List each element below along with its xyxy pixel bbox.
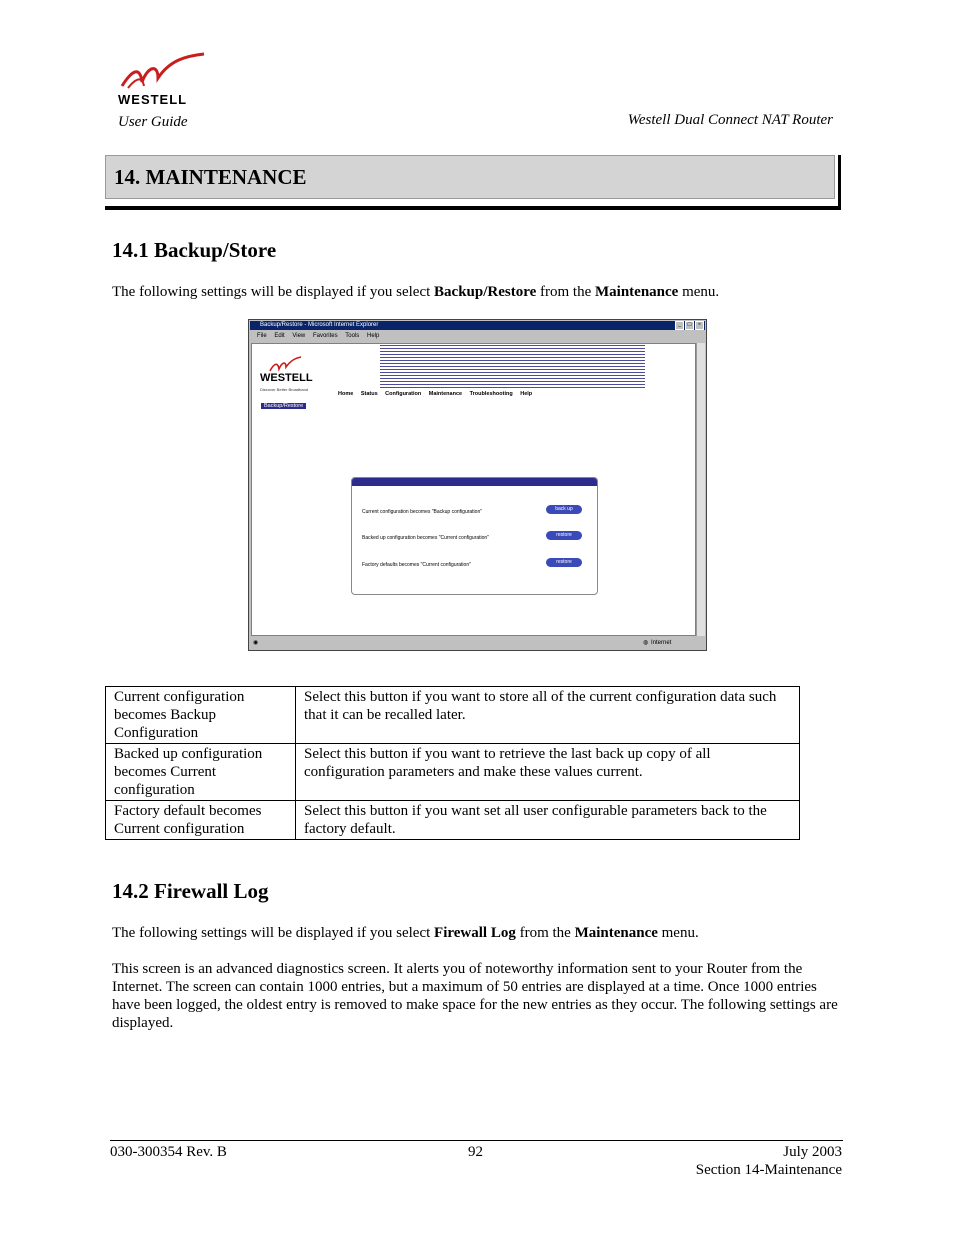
page-crumb: Backup/Restore — [261, 403, 306, 409]
row-label-restore: Backed up configuration becomes "Current configuration" — [362, 535, 489, 541]
minimize-icon[interactable]: _ — [675, 321, 684, 330]
footer-page-number: 92 — [468, 1144, 483, 1160]
row-label-backup: Current configuration becomes "Backup configuration" — [362, 509, 483, 515]
logo-text: WESTELL — [118, 92, 188, 107]
site-nav — [338, 391, 538, 397]
maximize-icon[interactable]: □ — [685, 321, 694, 330]
footer-date: July 2003 — [783, 1144, 842, 1160]
table-desc: Select this button if you want to retrieve the last back up copy of all configuration parameters and make these values current. — [296, 744, 800, 801]
table-term: Factory default becomes Current configuration — [106, 801, 296, 840]
settings-table — [105, 686, 800, 840]
nav-configuration[interactable]: Configuration — [385, 391, 422, 397]
table-row — [106, 744, 800, 801]
ie-page-icon: ◉ — [253, 640, 259, 646]
footer-section: Section 14-Maintenance — [695, 1162, 842, 1178]
menu-view[interactable]: View — [292, 333, 306, 339]
intro-menu-name: Maintenance — [595, 284, 679, 300]
browser-title: Backup/Restore - Microsoft Internet Explorer — [260, 322, 379, 328]
backup-restore-panel — [351, 477, 598, 595]
chapter-banner-shadow-bottom — [105, 206, 841, 210]
menu-edit[interactable]: Edit — [274, 333, 285, 339]
table-row — [106, 801, 800, 840]
westell-swoosh-icon — [118, 52, 208, 94]
intro-text: from the — [536, 284, 595, 300]
menu-help[interactable]: Help — [366, 333, 380, 339]
menu-file[interactable]: File — [257, 333, 267, 339]
section2-body: This screen is an advanced diagnostics screen. It alerts you of noteworthy information sent to your Router from the Internet. The screen can contain 1000 entries, but a maximum of 50 entries are displayed at a time. Once 1000 entries have been logged, the oldest entry is removed to make space for the new entries as they occur. The following settings are displayed. — [112, 961, 838, 1031]
table-row — [106, 687, 800, 744]
nav-home[interactable]: Home — [338, 391, 354, 397]
section-heading-firewall-log: 14.2 Firewall Log — [112, 879, 269, 903]
browser-scrollbar[interactable] — [696, 343, 705, 636]
header-stripes — [380, 345, 645, 389]
header-right: Westell Dual Connect NAT Router — [627, 112, 833, 128]
browser-screenshot — [248, 319, 707, 651]
intro-text: menu. — [678, 284, 720, 300]
intro-text: menu. — [657, 925, 699, 941]
footer-rule — [110, 1140, 843, 1141]
nav-troubleshooting[interactable]: Troubleshooting — [469, 391, 513, 397]
intro-menu-item: Firewall Log — [434, 925, 516, 941]
table-term: Current configuration becomes Backup Configuration — [106, 687, 296, 744]
browser-menu-bar — [251, 331, 704, 341]
close-icon[interactable]: × — [695, 321, 704, 330]
status-zone: Internet — [651, 640, 672, 646]
browser-title-bar — [250, 321, 705, 330]
menu-tools[interactable]: Tools — [345, 333, 360, 339]
site-tagline: Discover Better Broadband — [260, 387, 309, 392]
section2-intro — [112, 924, 842, 942]
restore-button[interactable]: restore — [546, 531, 582, 540]
intro-menu-item: Backup/Restore — [434, 284, 537, 300]
backup-button[interactable]: back up — [546, 505, 582, 514]
nav-maintenance[interactable]: Maintenance — [428, 391, 463, 397]
intro-text: The following settings will be displayed if you select — [112, 284, 435, 300]
nav-help[interactable]: Help — [520, 391, 533, 397]
section-heading-backup: 14.1 Backup/Store — [112, 238, 277, 262]
nav-status[interactable]: Status — [360, 391, 378, 397]
browser-status-bar — [251, 638, 704, 649]
menu-favorites[interactable]: Favorites — [312, 333, 338, 339]
table-term: Backed up configuration becomes Current configuration — [106, 744, 296, 801]
site-logo: WESTELL — [260, 372, 313, 384]
row-label-factory: Factory defaults becomes "Current configuration" — [362, 562, 471, 568]
intro-menu-name: Maintenance — [574, 925, 658, 941]
westell-logo — [118, 52, 208, 108]
panel-header — [352, 478, 597, 486]
header-left: User Guide — [118, 114, 188, 130]
footer-doc-number: 030-300354 Rev. B — [110, 1144, 227, 1160]
chapter-banner-shadow-right — [838, 155, 841, 210]
factory-restore-button[interactable]: restore — [546, 558, 582, 567]
intro-text: from the — [515, 925, 575, 941]
browser-page — [251, 343, 696, 636]
intro-text: The following settings will be displayed if you select — [112, 925, 435, 941]
section1-intro — [112, 283, 842, 301]
table-desc: Select this button if you want to store all of the current configuration data such that it can be recalled later. — [296, 687, 800, 744]
globe-icon: ◍ — [643, 640, 649, 646]
chapter-title: 14. MAINTENANCE — [114, 165, 307, 189]
table-desc: Select this button if you want set all user configurable parameters back to the factory default. — [296, 801, 800, 840]
